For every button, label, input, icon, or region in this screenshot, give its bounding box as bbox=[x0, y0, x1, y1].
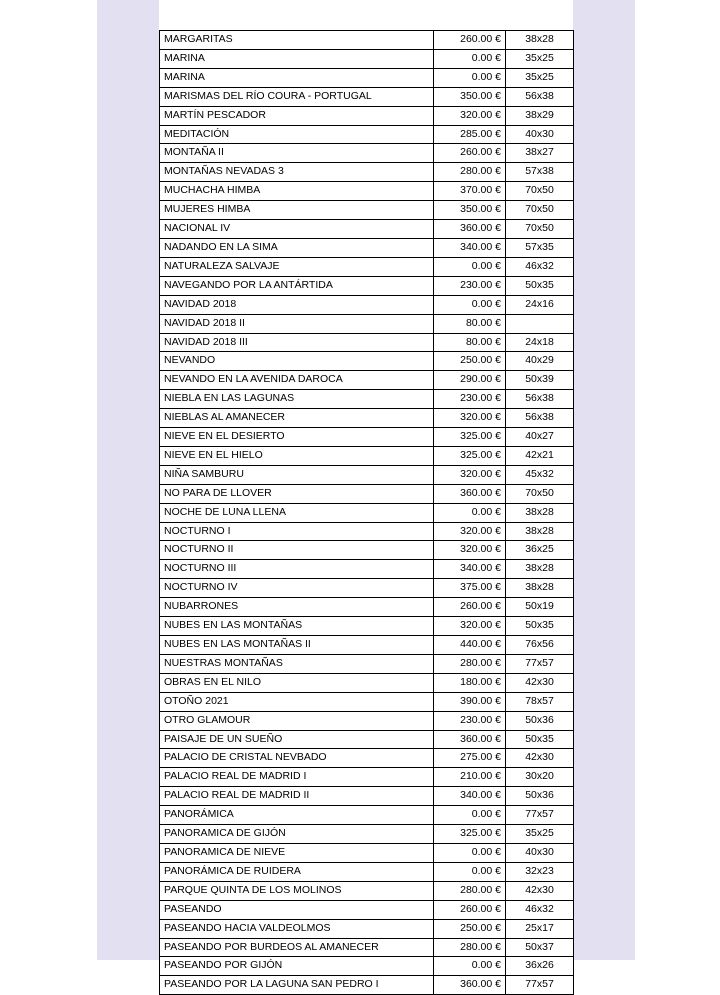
cell-size: 50x19 bbox=[506, 598, 574, 617]
cell-title: PASEANDO bbox=[160, 900, 434, 919]
table-row bbox=[160, 522, 574, 541]
cell-title: NACIONAL IV bbox=[160, 220, 434, 239]
table-row bbox=[160, 862, 574, 881]
cell-price: 0.00 € bbox=[434, 862, 506, 881]
cell-size: 24x18 bbox=[506, 333, 574, 352]
cell-size: 35x25 bbox=[506, 68, 574, 87]
table-row bbox=[160, 938, 574, 957]
cell-price: 260.00 € bbox=[434, 31, 506, 50]
cell-price: 340.00 € bbox=[434, 238, 506, 257]
table-row bbox=[160, 371, 574, 390]
table-row bbox=[160, 182, 574, 201]
cell-size: 56x38 bbox=[506, 87, 574, 106]
table-row bbox=[160, 976, 574, 995]
table-row bbox=[160, 238, 574, 257]
price-table-body bbox=[160, 31, 574, 995]
cell-size: 70x50 bbox=[506, 220, 574, 239]
cell-price: 320.00 € bbox=[434, 617, 506, 636]
cell-size: 70x50 bbox=[506, 484, 574, 503]
table-row bbox=[160, 673, 574, 692]
cell-title: NADANDO EN LA SIMA bbox=[160, 238, 434, 257]
cell-title: MARGARITAS bbox=[160, 31, 434, 50]
cell-size: 50x36 bbox=[506, 787, 574, 806]
cell-price: 320.00 € bbox=[434, 409, 506, 428]
cell-size: 70x50 bbox=[506, 201, 574, 220]
table-row bbox=[160, 768, 574, 787]
table-row bbox=[160, 541, 574, 560]
table-row bbox=[160, 825, 574, 844]
cell-size: 56x38 bbox=[506, 390, 574, 409]
cell-price: 350.00 € bbox=[434, 87, 506, 106]
table-row bbox=[160, 654, 574, 673]
cell-price: 280.00 € bbox=[434, 163, 506, 182]
cell-title: NAVIDAD 2018 II bbox=[160, 314, 434, 333]
cell-title: NAVEGANDO POR LA ANTÁRTIDA bbox=[160, 276, 434, 295]
cell-size: 30x20 bbox=[506, 768, 574, 787]
cell-price: 325.00 € bbox=[434, 825, 506, 844]
cell-price: 280.00 € bbox=[434, 654, 506, 673]
cell-size: 50x35 bbox=[506, 276, 574, 295]
cell-size: 42x30 bbox=[506, 881, 574, 900]
cell-price: 350.00 € bbox=[434, 201, 506, 220]
table-row bbox=[160, 352, 574, 371]
cell-price: 230.00 € bbox=[434, 711, 506, 730]
table-row bbox=[160, 295, 574, 314]
cell-title: PANORAMICA DE GIJÓN bbox=[160, 825, 434, 844]
table-row bbox=[160, 201, 574, 220]
cell-size: 56x38 bbox=[506, 409, 574, 428]
cell-size: 40x27 bbox=[506, 428, 574, 447]
cell-size: 35x25 bbox=[506, 825, 574, 844]
cell-title: NOCHE DE LUNA LLENA bbox=[160, 503, 434, 522]
cell-size: 77x57 bbox=[506, 806, 574, 825]
table-row bbox=[160, 257, 574, 276]
table-row bbox=[160, 409, 574, 428]
cell-price: 0.00 € bbox=[434, 68, 506, 87]
cell-title: NIEVE EN EL DESIERTO bbox=[160, 428, 434, 447]
cell-title: PALACIO REAL DE MADRID I bbox=[160, 768, 434, 787]
cell-title: OTOÑO 2021 bbox=[160, 692, 434, 711]
cell-title: MEDITACIÓN bbox=[160, 125, 434, 144]
cell-title: PALACIO DE CRISTAL NEVBADO bbox=[160, 749, 434, 768]
cell-price: 285.00 € bbox=[434, 125, 506, 144]
cell-price: 0.00 € bbox=[434, 257, 506, 276]
cell-size: 50x36 bbox=[506, 711, 574, 730]
table-row bbox=[160, 49, 574, 68]
cell-size: 38x28 bbox=[506, 579, 574, 598]
cell-title: OTRO GLAMOUR bbox=[160, 711, 434, 730]
cell-price: 325.00 € bbox=[434, 428, 506, 447]
cell-price: 320.00 € bbox=[434, 106, 506, 125]
table-row bbox=[160, 68, 574, 87]
cell-price: 325.00 € bbox=[434, 446, 506, 465]
cell-size: 38x28 bbox=[506, 31, 574, 50]
cell-size: 42x30 bbox=[506, 749, 574, 768]
table-row bbox=[160, 446, 574, 465]
cell-price: 370.00 € bbox=[434, 182, 506, 201]
cell-title: NOCTURNO IV bbox=[160, 579, 434, 598]
cell-price: 0.00 € bbox=[434, 503, 506, 522]
cell-price: 80.00 € bbox=[434, 314, 506, 333]
table-row bbox=[160, 428, 574, 447]
cell-price: 320.00 € bbox=[434, 541, 506, 560]
table-row bbox=[160, 579, 574, 598]
cell-title: NO PARA DE LLOVER bbox=[160, 484, 434, 503]
cell-price: 250.00 € bbox=[434, 919, 506, 938]
cell-title: NIEBLA EN LAS LAGUNAS bbox=[160, 390, 434, 409]
cell-size: 45x32 bbox=[506, 465, 574, 484]
cell-size: 77x57 bbox=[506, 654, 574, 673]
cell-price: 230.00 € bbox=[434, 276, 506, 295]
table-row bbox=[160, 617, 574, 636]
cell-price: 260.00 € bbox=[434, 144, 506, 163]
table-row bbox=[160, 390, 574, 409]
table-row bbox=[160, 220, 574, 239]
cell-size: 42x21 bbox=[506, 446, 574, 465]
cell-title: NAVIDAD 2018 bbox=[160, 295, 434, 314]
cell-price: 0.00 € bbox=[434, 843, 506, 862]
cell-size: 38x28 bbox=[506, 503, 574, 522]
table-row bbox=[160, 787, 574, 806]
cell-title: PASEANDO POR LA LAGUNA SAN PEDRO I bbox=[160, 976, 434, 995]
cell-price: 390.00 € bbox=[434, 692, 506, 711]
table-row bbox=[160, 87, 574, 106]
cell-title: PANORAMICA DE NIEVE bbox=[160, 843, 434, 862]
cell-size: 76x56 bbox=[506, 636, 574, 655]
table-row bbox=[160, 711, 574, 730]
cell-price: 210.00 € bbox=[434, 768, 506, 787]
table-row bbox=[160, 730, 574, 749]
cell-size: 35x25 bbox=[506, 49, 574, 68]
cell-size: 50x37 bbox=[506, 938, 574, 957]
table-row bbox=[160, 31, 574, 50]
cell-price: 360.00 € bbox=[434, 484, 506, 503]
cell-title: NUBES EN LAS MONTAÑAS II bbox=[160, 636, 434, 655]
cell-size: 38x27 bbox=[506, 144, 574, 163]
table-row bbox=[160, 503, 574, 522]
cell-title: NOCTURNO III bbox=[160, 560, 434, 579]
cell-title: NUESTRAS MONTAÑAS bbox=[160, 654, 434, 673]
cell-size: 77x57 bbox=[506, 976, 574, 995]
cell-price: 440.00 € bbox=[434, 636, 506, 655]
cell-title: OBRAS EN EL NILO bbox=[160, 673, 434, 692]
cell-title: MUCHACHA HIMBA bbox=[160, 182, 434, 201]
table-row bbox=[160, 749, 574, 768]
table-row bbox=[160, 163, 574, 182]
cell-title: NIEVE EN EL HIELO bbox=[160, 446, 434, 465]
cell-size: 46x32 bbox=[506, 900, 574, 919]
table-row bbox=[160, 465, 574, 484]
cell-title: NOCTURNO II bbox=[160, 541, 434, 560]
cell-size: 50x35 bbox=[506, 730, 574, 749]
cell-size: 25x17 bbox=[506, 919, 574, 938]
table-row bbox=[160, 919, 574, 938]
cell-price: 260.00 € bbox=[434, 900, 506, 919]
cell-size bbox=[506, 314, 574, 333]
cell-title: PASEANDO HACIA VALDEOLMOS bbox=[160, 919, 434, 938]
cell-size: 40x29 bbox=[506, 352, 574, 371]
cell-price: 360.00 € bbox=[434, 976, 506, 995]
cell-size: 38x28 bbox=[506, 522, 574, 541]
table-row bbox=[160, 484, 574, 503]
cell-title: NUBES EN LAS MONTAÑAS bbox=[160, 617, 434, 636]
table-row bbox=[160, 560, 574, 579]
table-row bbox=[160, 843, 574, 862]
table-row bbox=[160, 314, 574, 333]
cell-size: 40x30 bbox=[506, 843, 574, 862]
cell-price: 0.00 € bbox=[434, 295, 506, 314]
table-row bbox=[160, 692, 574, 711]
cell-title: NIÑA SAMBURU bbox=[160, 465, 434, 484]
cell-title: NATURALEZA SALVAJE bbox=[160, 257, 434, 276]
cell-size: 46x32 bbox=[506, 257, 574, 276]
cell-price: 320.00 € bbox=[434, 465, 506, 484]
cell-title: NUBARRONES bbox=[160, 598, 434, 617]
cell-title: MARINA bbox=[160, 49, 434, 68]
cell-size: 36x26 bbox=[506, 957, 574, 976]
cell-title: NEVANDO bbox=[160, 352, 434, 371]
cell-size: 50x39 bbox=[506, 371, 574, 390]
cell-size: 40x30 bbox=[506, 125, 574, 144]
cell-price: 230.00 € bbox=[434, 390, 506, 409]
cell-price: 80.00 € bbox=[434, 333, 506, 352]
cell-size: 50x35 bbox=[506, 617, 574, 636]
cell-price: 320.00 € bbox=[434, 522, 506, 541]
cell-size: 38x29 bbox=[506, 106, 574, 125]
cell-price: 340.00 € bbox=[434, 787, 506, 806]
cell-size: 70x50 bbox=[506, 182, 574, 201]
cell-price: 250.00 € bbox=[434, 352, 506, 371]
cell-title: MARISMAS DEL RÍO COURA - PORTUGAL bbox=[160, 87, 434, 106]
cell-price: 280.00 € bbox=[434, 938, 506, 957]
table-row bbox=[160, 333, 574, 352]
cell-price: 0.00 € bbox=[434, 957, 506, 976]
cell-title: NOCTURNO I bbox=[160, 522, 434, 541]
table-row bbox=[160, 125, 574, 144]
left-margin-band bbox=[97, 0, 159, 960]
cell-title: PALACIO REAL DE MADRID II bbox=[160, 787, 434, 806]
cell-title: MUJERES HIMBA bbox=[160, 201, 434, 220]
cell-price: 340.00 € bbox=[434, 560, 506, 579]
right-margin-band bbox=[573, 0, 635, 960]
cell-price: 0.00 € bbox=[434, 49, 506, 68]
cell-price: 260.00 € bbox=[434, 598, 506, 617]
table-row bbox=[160, 598, 574, 617]
cell-price: 290.00 € bbox=[434, 371, 506, 390]
cell-size: 42x30 bbox=[506, 673, 574, 692]
cell-title: MONTAÑAS NEVADAS 3 bbox=[160, 163, 434, 182]
cell-title: PANORÁMICA bbox=[160, 806, 434, 825]
table-row bbox=[160, 806, 574, 825]
cell-size: 24x16 bbox=[506, 295, 574, 314]
cell-size: 57x35 bbox=[506, 238, 574, 257]
cell-price: 280.00 € bbox=[434, 881, 506, 900]
cell-title: MARINA bbox=[160, 68, 434, 87]
cell-title: NEVANDO EN LA AVENIDA DAROCA bbox=[160, 371, 434, 390]
table-row bbox=[160, 881, 574, 900]
cell-title: NAVIDAD 2018 III bbox=[160, 333, 434, 352]
table-row bbox=[160, 276, 574, 295]
cell-price: 360.00 € bbox=[434, 220, 506, 239]
cell-size: 38x28 bbox=[506, 560, 574, 579]
cell-price: 375.00 € bbox=[434, 579, 506, 598]
cell-size: 57x38 bbox=[506, 163, 574, 182]
cell-title: MARTÍN PESCADOR bbox=[160, 106, 434, 125]
cell-title: PASEANDO POR GIJÓN bbox=[160, 957, 434, 976]
cell-price: 275.00 € bbox=[434, 749, 506, 768]
price-table bbox=[159, 30, 574, 995]
cell-title: PARQUE QUINTA DE LOS MOLINOS bbox=[160, 881, 434, 900]
table-row bbox=[160, 636, 574, 655]
cell-title: PASEANDO POR BURDEOS AL AMANECER bbox=[160, 938, 434, 957]
cell-title: MONTAÑA II bbox=[160, 144, 434, 163]
cell-size: 36x25 bbox=[506, 541, 574, 560]
cell-title: NIEBLAS AL AMANECER bbox=[160, 409, 434, 428]
cell-title: PAISAJE DE UN SUEÑO bbox=[160, 730, 434, 749]
table-row bbox=[160, 106, 574, 125]
cell-price: 180.00 € bbox=[434, 673, 506, 692]
table-row bbox=[160, 900, 574, 919]
cell-price: 360.00 € bbox=[434, 730, 506, 749]
cell-title: PANORÁMICA DE RUIDERA bbox=[160, 862, 434, 881]
cell-price: 0.00 € bbox=[434, 806, 506, 825]
table-row bbox=[160, 144, 574, 163]
price-table-container bbox=[159, 30, 573, 995]
cell-size: 78x57 bbox=[506, 692, 574, 711]
cell-size: 32x23 bbox=[506, 862, 574, 881]
